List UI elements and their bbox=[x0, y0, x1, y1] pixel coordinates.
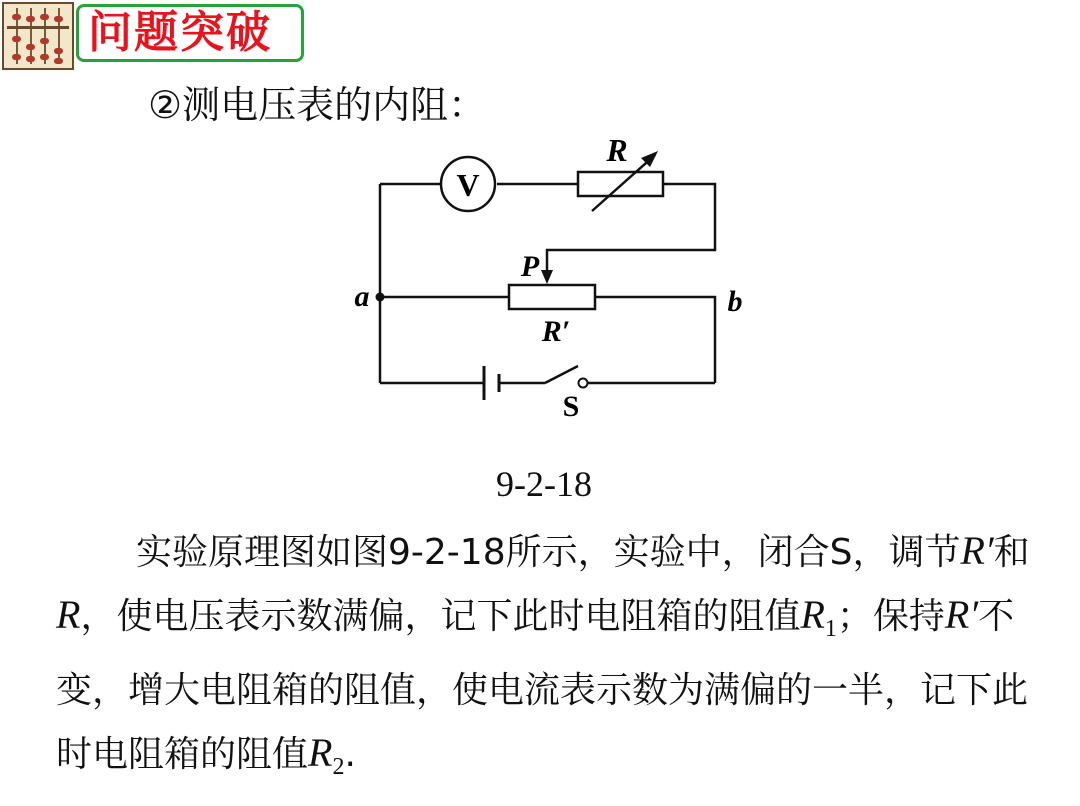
voltmeter-label: V bbox=[456, 167, 480, 203]
description-paragraph bbox=[56, 520, 1046, 798]
symbol-R-prime-2: R′ bbox=[944, 592, 979, 637]
subtitle: ②测电压表的内阻： bbox=[148, 83, 487, 127]
node-a-label: a bbox=[354, 280, 370, 313]
switch-label: S bbox=[562, 390, 580, 423]
wire-top bbox=[380, 184, 715, 276]
switch-icon bbox=[545, 366, 578, 383]
symbol-R2-subscript: 2 bbox=[332, 754, 345, 781]
resistor-label: R′ bbox=[541, 315, 571, 348]
symbol-R: R bbox=[56, 592, 81, 637]
para-text-6: . bbox=[344, 734, 356, 776]
slider-label: P bbox=[520, 250, 540, 283]
battery-icon bbox=[484, 366, 499, 400]
node-a-dot bbox=[376, 293, 385, 302]
symbol-R2: R bbox=[308, 730, 333, 776]
para-text-2: 和 bbox=[993, 532, 1030, 573]
rheostat-label: R bbox=[606, 132, 628, 168]
para-text-1: 实验原理图如图9-2-18所示，实验中，闭合S，调节 bbox=[136, 532, 961, 573]
resistor-R-prime bbox=[509, 285, 595, 309]
symbol-R-prime: R′ bbox=[960, 528, 994, 573]
para-text-5: 不变，增大电阻箱的阻值，使电流表示数为满偏的一半，记下此时电阻箱的阻值 bbox=[56, 596, 1029, 776]
symbol-R1: R bbox=[800, 592, 825, 637]
node-b-label: b bbox=[727, 285, 743, 318]
symbol-R1-subscript: 1 bbox=[824, 616, 837, 643]
para-text-4: ；保持 bbox=[836, 596, 945, 637]
figure-caption: 9-2-18 bbox=[496, 464, 592, 504]
para-text-3: ，使电压表示数满偏，记下此时电阻箱的阻值 bbox=[80, 596, 801, 637]
section-title: 问题突破 bbox=[88, 7, 272, 58]
